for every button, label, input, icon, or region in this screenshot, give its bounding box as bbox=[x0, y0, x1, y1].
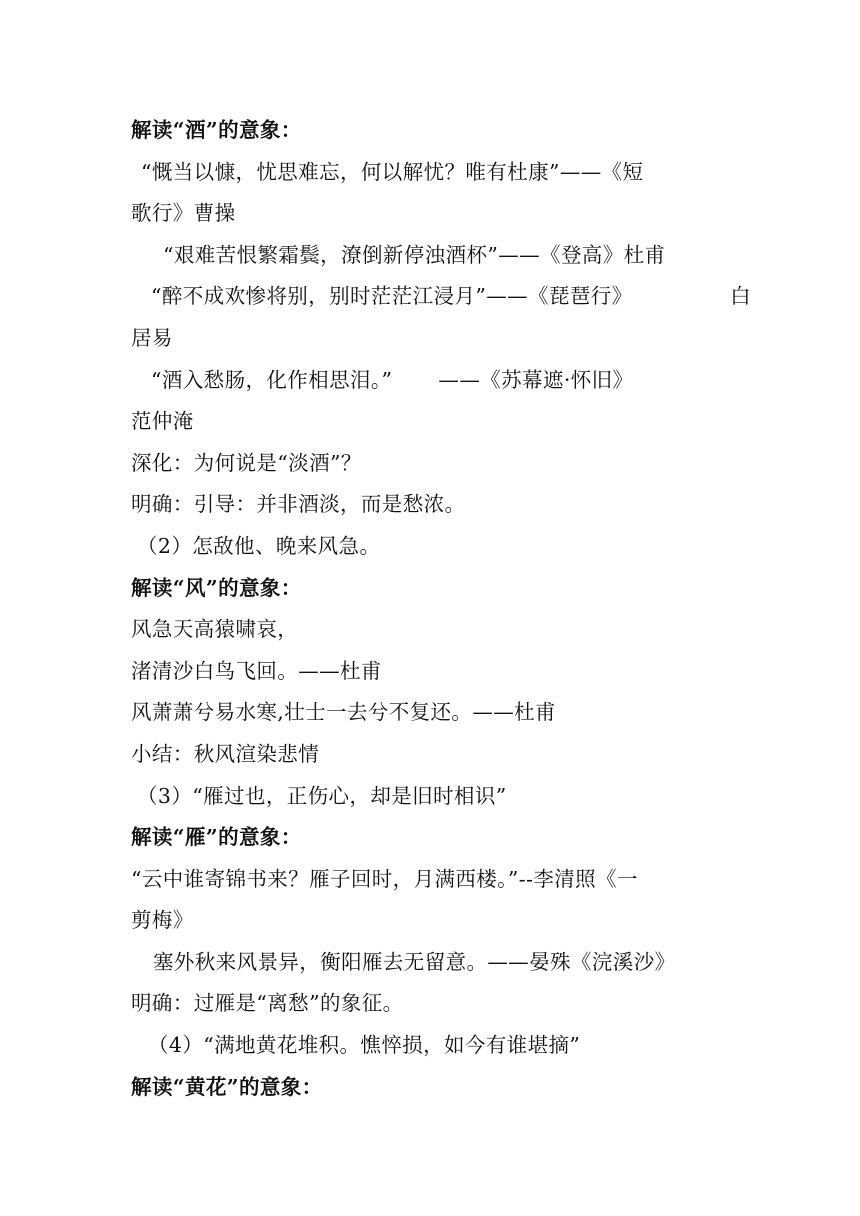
quote-yijianmei-line2: 剪梅》 bbox=[131, 908, 194, 933]
quote-yishui: 风萧萧兮易水寒,壮士一去兮不复还。——杜甫 bbox=[131, 700, 556, 725]
summary-wind: 小结：秋风渲染悲情 bbox=[131, 741, 320, 766]
quote-pipaxing-author-start: 白 bbox=[730, 284, 751, 309]
document-body bbox=[131, 110, 751, 1108]
quote-sumuzhe-line2: 范仲淹 bbox=[131, 409, 194, 434]
quote-sumuzhe-text: “酒入愁肠，化作相思泪。” bbox=[151, 367, 393, 392]
quote-duange-line2: 歌行》曹操 bbox=[131, 201, 236, 226]
section-2-title: （2）怎敌他、晚来风急。 bbox=[137, 533, 381, 558]
quote-huanxisha: 塞外秋来风景异，衡阳雁去无留意。——晏殊《浣溪沙》 bbox=[153, 949, 676, 974]
heading-chrysanthemum-imagery: 解读“黄花”的意象： bbox=[131, 1074, 323, 1099]
quote-pipaxing-text: “醉不成欢惨将别，别时茫茫江浸月”——《琵琶行》 bbox=[151, 284, 633, 309]
quote-duange-line1: “慨当以慷，忧思难忘，何以解忧？唯有杜康”——《短 bbox=[141, 159, 644, 184]
quote-wind-line1: 风急天高猿啸哀， bbox=[131, 617, 299, 642]
quote-sumuzhe-line1 bbox=[131, 360, 731, 402]
clarify-wine: 明确：引导：并非酒淡，而是愁浓。 bbox=[131, 492, 466, 517]
section-4-title: （4）“满地黄花堆积。憔悴损，如今有谁堪摘” bbox=[148, 1033, 581, 1058]
quote-denggao: “艰难苦恨繁霜鬓，潦倒新停浊酒杯”——《登高》杜甫 bbox=[163, 242, 666, 267]
section-3-title: （3）“雁过也，正伤心，却是旧时相识” bbox=[137, 783, 507, 808]
heading-wine-imagery: 解读“酒”的意象： bbox=[131, 118, 302, 142]
deepen-question: 深化：为何说是“淡酒”？ bbox=[131, 450, 362, 475]
quote-pipaxing-line1 bbox=[131, 276, 751, 318]
quote-wind-line2: 渚清沙白鸟飞回。——杜甫 bbox=[131, 658, 382, 683]
heading-wind-imagery: 解读“风”的意象： bbox=[131, 575, 302, 600]
quote-yijianmei-line1: “云中谁寄锦书来？雁子回时，月满西楼。”--李清照《一 bbox=[131, 866, 638, 891]
clarify-goose: 明确：过雁是“离愁”的象征。 bbox=[131, 991, 404, 1016]
quote-sumuzhe-source: ——《苏幕遮·怀旧》 bbox=[438, 367, 634, 392]
heading-goose-imagery: 解读“雁”的意象： bbox=[131, 825, 302, 850]
quote-pipaxing-line2: 居易 bbox=[131, 325, 173, 350]
